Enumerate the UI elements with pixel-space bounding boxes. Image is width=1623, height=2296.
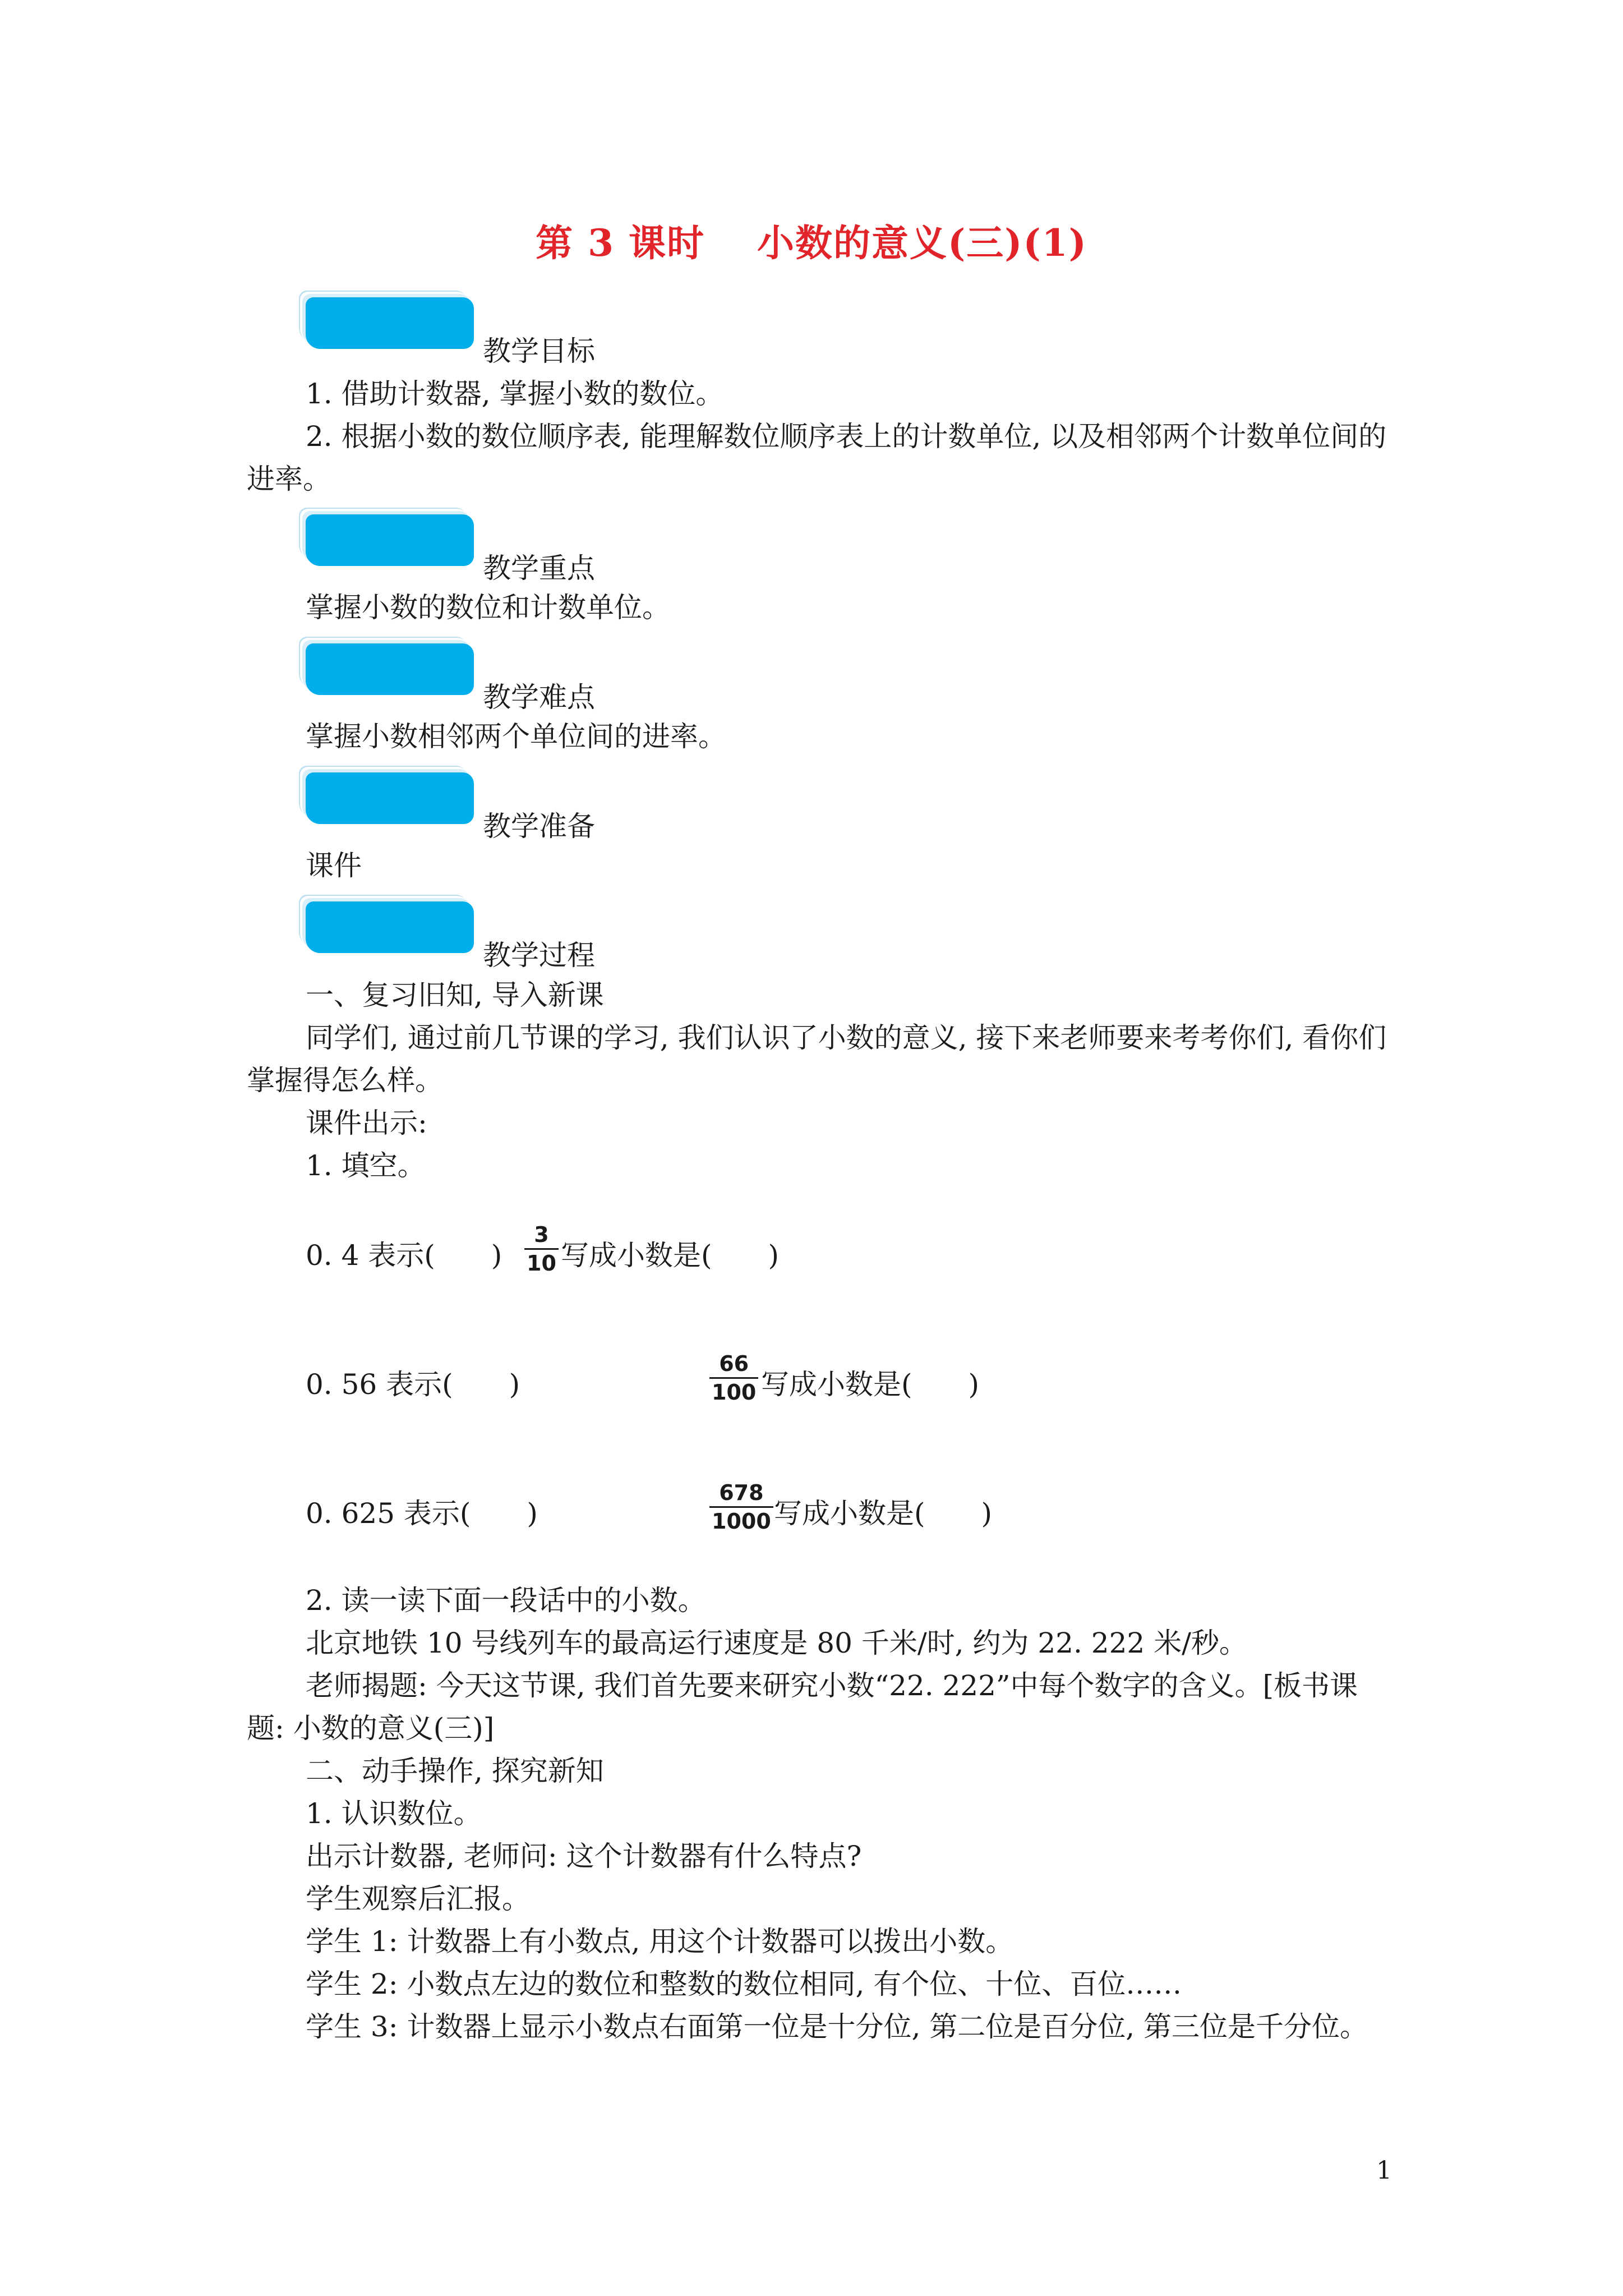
student-3: 学生 3: 计数器上显示小数点右面第一位是十分位, 第二位是百分位, 第三位是千分位。: [306, 2010, 1368, 2043]
courseware-label: 课件出示:: [306, 1107, 427, 1139]
fill-row-lead: 0. 625 表示( ): [306, 1497, 538, 1530]
part1-heading: 一、复习旧知, 导入新课: [306, 979, 604, 1011]
page-number: 1: [1376, 2156, 1392, 2185]
fraction-denominator: 10: [527, 1251, 556, 1276]
part2-heading: 二、动手操作, 探究新知: [306, 1755, 604, 1787]
fraction-bar: [709, 1377, 758, 1379]
fraction: [524, 1223, 559, 1275]
fill-row-1: [306, 1223, 1203, 1285]
show-counter: 出示计数器, 老师问: 这个计数器有什么特点?: [306, 1840, 862, 1872]
fill-row-tail: 写成小数是( ): [561, 1239, 780, 1272]
fill-row-lead: 0. 4 表示( ): [306, 1239, 502, 1272]
section-badge: [306, 297, 474, 349]
section-label: 教学重点: [483, 552, 595, 585]
difficulties-text: 掌握小数相邻两个单位间的进率。: [306, 720, 726, 753]
section-badge: [306, 772, 474, 824]
section-badge: [306, 901, 474, 953]
read-text: 北京地铁 10 号线列车的最高运行速度是 80 千米/时, 约为 22. 222 米/秒。: [306, 1627, 1247, 1659]
key-points-text: 掌握小数的数位和计数单位。: [306, 591, 670, 624]
fill-row-2: [306, 1352, 1203, 1414]
section-badge: [306, 514, 474, 566]
section-label: 教学难点: [483, 681, 595, 714]
fraction-numerator: 678: [719, 1480, 764, 1505]
fill-row-lead: 0. 56 表示( ): [306, 1368, 520, 1401]
fraction-numerator: 3: [534, 1222, 549, 1247]
student-2: 学生 2: 小数点左边的数位和整数的数位相同, 有个位、十位、百位……: [306, 1968, 1182, 2000]
student-1: 学生 1: 计数器上有小数点, 用这个计数器可以拨出小数。: [306, 1925, 1014, 1958]
fill-row-3: [306, 1481, 1203, 1543]
section-label: 教学目标: [483, 335, 595, 367]
section-label: 教学过程: [483, 939, 595, 972]
fraction-denominator: 1000: [712, 1509, 771, 1534]
fraction-bar: [709, 1506, 773, 1508]
page-title: 第 3 课时 小数的意义(三)(1): [536, 221, 1087, 265]
section-badge: [306, 643, 474, 695]
digits-heading: 1. 认识数位。: [306, 1797, 482, 1830]
fraction: [709, 1352, 758, 1404]
observe-text: 学生观察后汇报。: [306, 1883, 530, 1915]
section-label: 教学准备: [483, 810, 595, 843]
reveal-paragraph: 老师揭题: 今天这节课, 我们首先要来研究小数“22. 222”中每个数字的含义。[板书课题: 小数的意义(三)]: [247, 1669, 1358, 1745]
fill-row-tail: 写成小数是( ): [774, 1497, 993, 1530]
fraction-numerator: 66: [719, 1351, 749, 1376]
intro-paragraph: 同学们, 通过前几节课的学习, 我们认识了小数的意义, 接下来老师要来考考你们, 看你们掌握得怎么样。: [247, 1022, 1387, 1097]
goal-item-1: 1. 借助计数器, 掌握小数的数位。: [306, 378, 724, 410]
fraction-denominator: 100: [712, 1380, 757, 1405]
read-heading: 2. 读一读下面一段话中的小数。: [306, 1584, 706, 1617]
fill-row-tail: 写成小数是( ): [761, 1368, 980, 1401]
fill-blank-heading: 1. 填空。: [306, 1149, 426, 1182]
fraction: [709, 1481, 773, 1533]
preparation-text: 课件: [306, 849, 362, 882]
fraction-bar: [524, 1248, 559, 1250]
goal-item-2: 2. 根据小数的数位顺序表, 能理解数位顺序表上的计数单位, 以及相邻两个计数单位间的进率。: [247, 420, 1387, 495]
